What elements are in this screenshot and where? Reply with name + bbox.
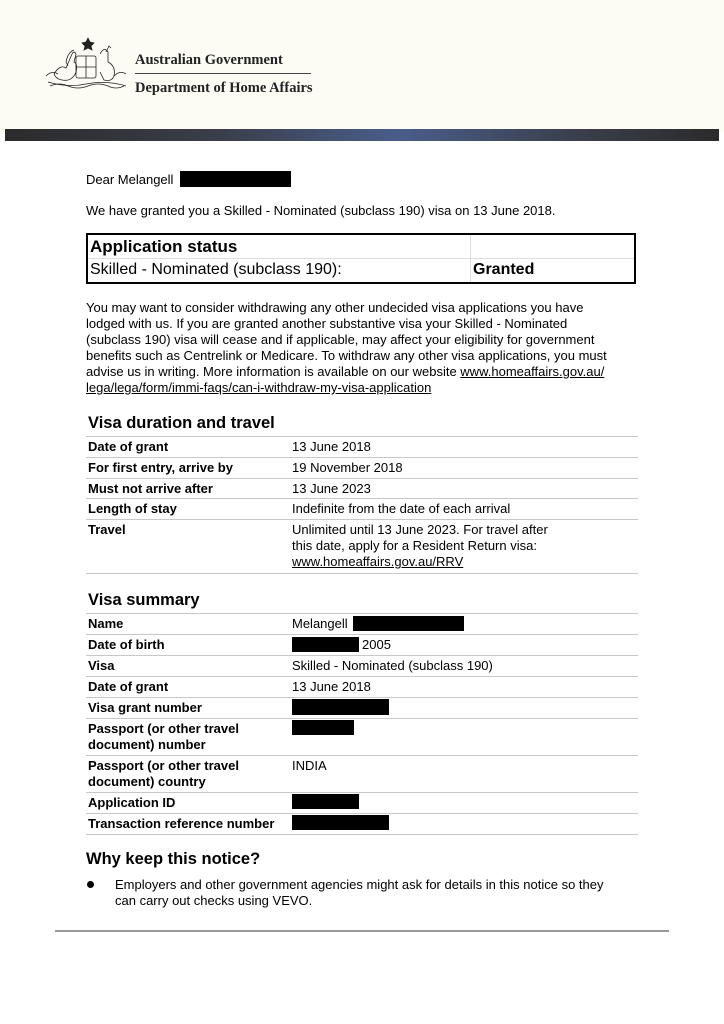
notice-line — [86, 364, 636, 380]
redacted-application-id — [292, 794, 359, 809]
salutation: Dear Melangell — [86, 172, 174, 187]
notice-line: (subclass 190) visa will cease and if applicable, may affect your eligibility for government — [86, 332, 595, 347]
status-column-divider — [470, 235, 471, 282]
travel-line: Unlimited until 13 June 2023. For travel after — [292, 522, 548, 537]
grant-statement: We have granted you a Skilled - Nominated (subclass 190) visa on 13 June 2018. — [86, 203, 556, 218]
redacted-passport-number — [292, 720, 354, 735]
row-label: For first entry, arrive by — [88, 460, 233, 475]
row-label — [88, 758, 239, 790]
row-label: Date of grant — [88, 679, 169, 694]
row-label: Length of stay — [88, 501, 177, 516]
label-line: Passport (or other travel — [88, 758, 239, 773]
row-value: 13 June 2018 — [292, 679, 371, 694]
status-value: Granted — [473, 261, 535, 278]
table-row — [86, 436, 638, 458]
table-bottom-border — [86, 573, 638, 574]
label-line: document) country — [88, 774, 206, 789]
row-label: Name — [88, 616, 124, 631]
row-label: Application ID — [88, 795, 176, 810]
table-row — [86, 755, 638, 793]
why-keep-title: Why keep this notice? — [86, 850, 261, 868]
withdraw-link[interactable]: www.homeaffairs.gov.au/ — [460, 364, 605, 379]
footer-divider — [55, 930, 669, 932]
label-line: Passport (or other travel — [88, 721, 239, 736]
header-divider — [135, 73, 311, 74]
row-label: Travel — [88, 522, 126, 537]
table-row — [86, 718, 638, 756]
table-row — [86, 792, 638, 814]
row-value: 19 November 2018 — [292, 460, 403, 475]
department-name: Department of Home Affairs — [135, 80, 313, 96]
summary-section-title: Visa summary — [88, 591, 200, 609]
row-label: Date of grant — [88, 439, 169, 454]
redacted-surname — [180, 171, 291, 187]
header-banner — [5, 129, 719, 141]
redacted-surname — [353, 616, 464, 631]
notice-line: benefits such as Centrelink or Medicare. To withdraw any other visa applications, you must — [86, 348, 607, 363]
redacted-birth-date — [292, 637, 359, 652]
table-row — [86, 676, 638, 698]
bullet-line: can carry out checks using VEVO. — [115, 893, 313, 908]
rrv-link[interactable]: www.homeaffairs.gov.au/RRV — [292, 554, 464, 569]
notice-line: lodged with us. If you are granted another substantive visa your Skilled - Nominated — [86, 316, 568, 331]
bullet-icon — [87, 881, 94, 888]
status-visa: Skilled - Nominated (subclass 190): — [90, 261, 342, 278]
table-row — [86, 655, 638, 677]
government-name: Australian Government — [135, 52, 283, 68]
row-value: 2005 — [362, 637, 391, 652]
row-label: Visa — [88, 658, 115, 673]
why-keep-bullet — [115, 877, 635, 909]
row-value: Skilled - Nominated (subclass 190) — [292, 658, 493, 673]
table-row — [86, 457, 638, 479]
redacted-transaction-ref — [292, 815, 389, 830]
duration-section-title: Visa duration and travel — [88, 414, 275, 432]
status-title: Application status — [90, 237, 238, 256]
notice-line — [86, 380, 636, 396]
travel-line: this date, apply for a Resident Return visa: — [292, 538, 537, 553]
table-row — [86, 519, 638, 574]
notice-line-text: advise us in writing. More information is available on our website — [86, 364, 461, 379]
row-value: 13 June 2023 — [292, 481, 371, 496]
withdraw-link-cont[interactable]: lega/lega/form/immi-faqs/can-i-withdraw-my-visa-application — [86, 380, 432, 395]
application-status-box — [86, 233, 636, 284]
bullet-line: Employers and other government agencies might ask for details in this notice so they — [115, 877, 604, 892]
status-divider — [88, 258, 634, 259]
table-row — [86, 498, 638, 520]
notice-line: You may want to consider withdrawing any other undecided visa applications you have — [86, 300, 584, 315]
coat-of-arms-logo — [44, 36, 128, 96]
row-value: Indefinite from the date of each arrival — [292, 501, 511, 516]
row-label: Date of birth — [88, 637, 165, 652]
row-value: INDIA — [292, 758, 327, 773]
row-label: Must not arrive after — [88, 481, 213, 496]
label-line: document) number — [88, 737, 206, 752]
row-label — [88, 721, 239, 753]
row-value: Melangell — [292, 616, 348, 631]
table-row — [86, 634, 638, 656]
redacted-grant-number — [292, 699, 389, 715]
table-bottom-border — [86, 834, 638, 835]
row-value: 13 June 2018 — [292, 439, 371, 454]
row-value — [292, 522, 548, 570]
row-label: Visa grant number — [88, 700, 202, 715]
withdraw-notice — [86, 300, 636, 396]
row-label: Transaction reference number — [88, 816, 275, 831]
table-row — [86, 478, 638, 499]
